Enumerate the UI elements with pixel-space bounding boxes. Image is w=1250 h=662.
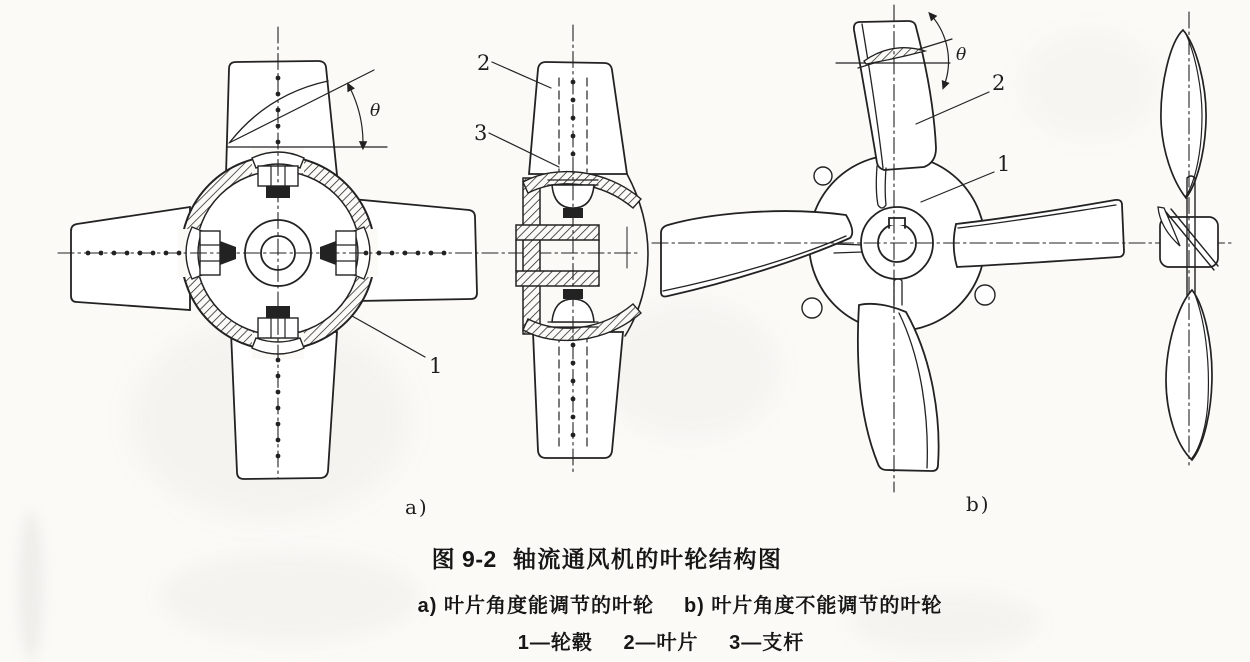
callout-1-hub-b: 1	[997, 152, 1011, 176]
legend-item-hub: 1—轮毂	[517, 632, 593, 654]
caption-view-b: b) 叶片角度不能调节的叶轮	[683, 595, 943, 617]
figure-subcaption	[55, 589, 1250, 618]
view-a-side-drawing	[489, 25, 648, 472]
callout-2-blade-b: 2	[992, 71, 1006, 95]
legend-item-rod: 3—支杆	[729, 632, 805, 654]
view-b-front-drawing	[652, 5, 1235, 492]
view-b-sublabel: b)	[966, 492, 991, 516]
figure-legend	[36, 626, 1250, 655]
view-b-side-drawing	[1158, 12, 1218, 465]
figure-title: 轴流通风机的叶轮结构图	[512, 546, 783, 572]
figure-number: 图 9-2	[431, 546, 497, 572]
view-a-sublabel: a)	[405, 495, 429, 519]
callout-1-hub-a: 1	[429, 354, 443, 378]
callout-2-blade-a: 2	[477, 51, 491, 75]
theta-label-a: θ	[370, 101, 381, 121]
legend-item-blade: 2—叶片	[623, 632, 699, 654]
theta-label-b: θ	[956, 45, 967, 65]
caption-view-a: a) 叶片角度能调节的叶轮	[417, 595, 654, 617]
callout-3-rod-a: 3	[474, 121, 488, 145]
figure-caption	[0, 541, 1232, 574]
